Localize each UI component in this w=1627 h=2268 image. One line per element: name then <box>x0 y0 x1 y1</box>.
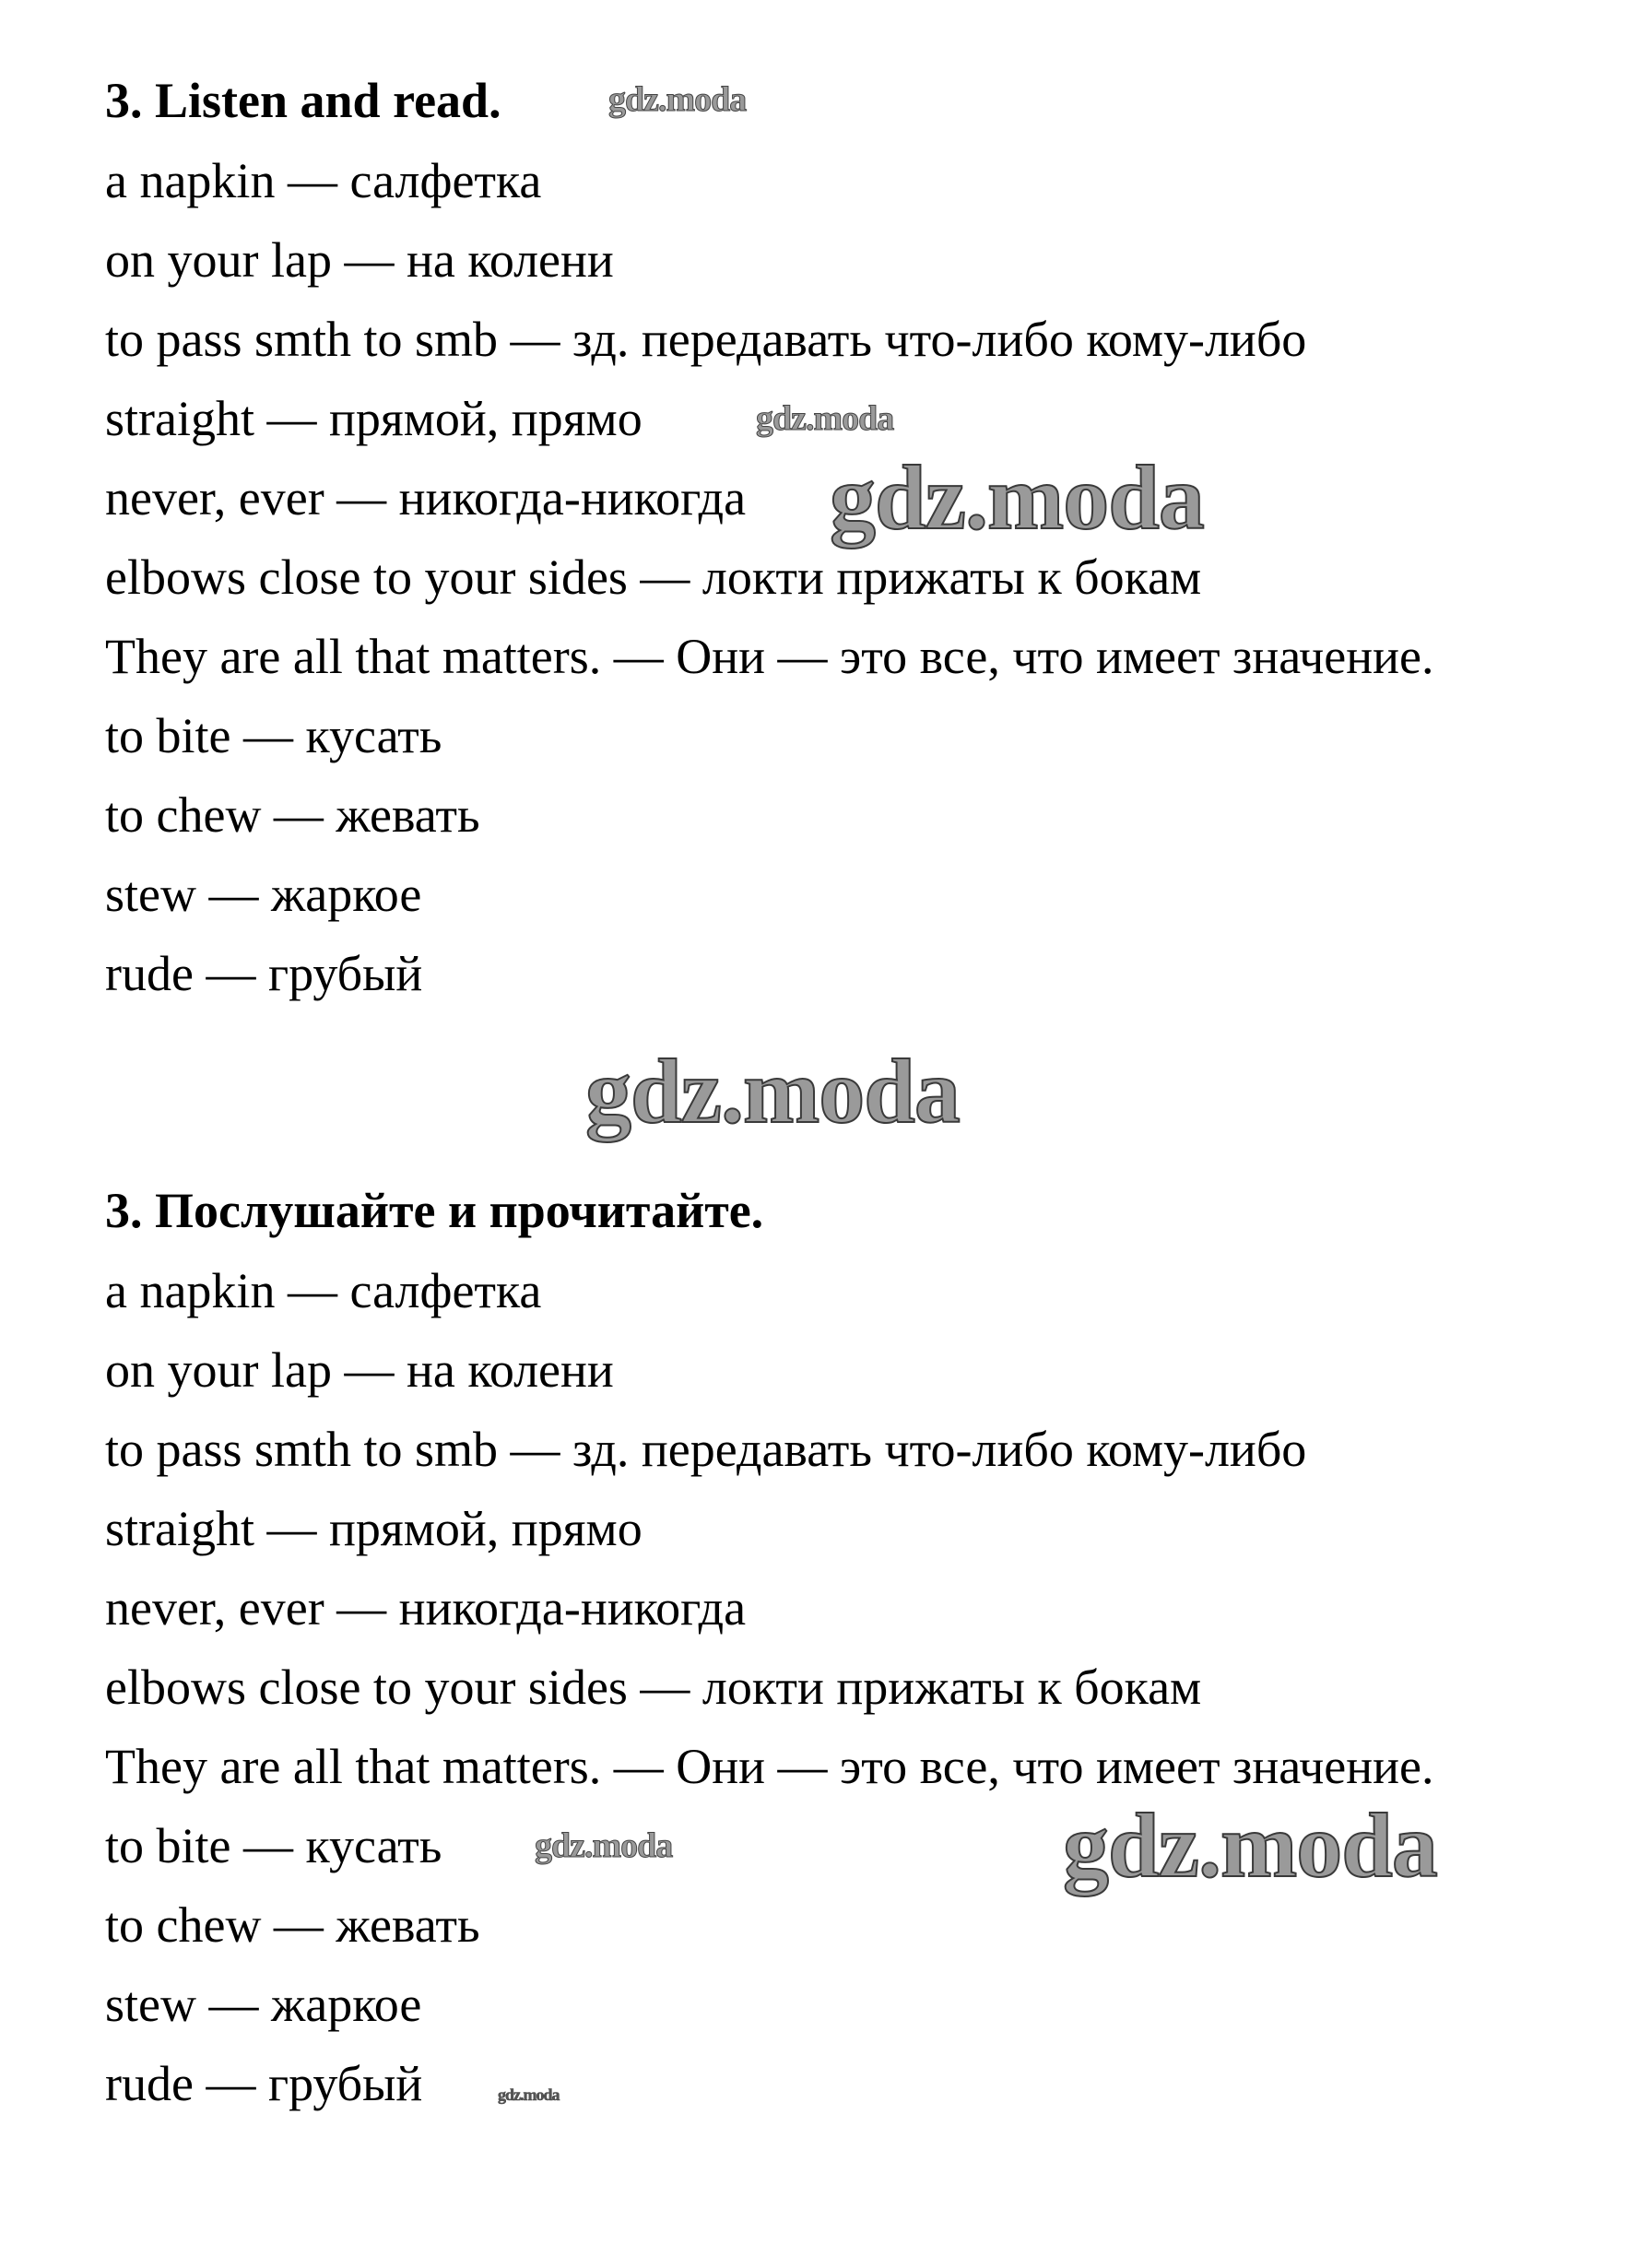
vocab-line: They are all that matters. — Они — это все, что имеет значение. <box>105 629 1434 684</box>
watermark: gdz.moda <box>1063 1794 1437 1896</box>
vocab-line: never, ever — никогда-никогда <box>105 470 747 526</box>
vocab-line: never, ever — никогда-никогда <box>105 1580 747 1636</box>
vocab-line: straight — прямой, прямо <box>105 1501 643 1556</box>
watermark: gdz.moda <box>608 80 747 119</box>
vocab-line: on your lap — на колени <box>105 232 614 288</box>
watermark: gdz.moda <box>830 446 1204 549</box>
vocab-line: straight — прямой, прямо <box>105 391 643 446</box>
vocab-line: rude — грубый <box>105 946 423 1001</box>
vocab-line: elbows close to your sides — локти прижаты к бокам <box>105 1660 1202 1715</box>
vocab-line: to chew — жевать <box>105 787 480 843</box>
watermark: gdz.moda <box>535 1826 673 1865</box>
vocab-line: on your lap — на колени <box>105 1342 614 1398</box>
vocab-line: stew — жаркое <box>105 1977 422 2032</box>
vocab-line: a napkin — салфетка <box>105 153 542 208</box>
watermark: gdz.moda <box>498 2085 560 2104</box>
vocab-line: elbows close to your sides — локти прижаты к бокам <box>105 549 1202 605</box>
section-english <box>105 61 1433 1013</box>
section-title: 3. Послушайте и прочитайте. <box>105 1183 764 1238</box>
vocab-line: They are all that matters. — Они — это все, что имеет значение. <box>105 1739 1434 1794</box>
vocab-line: stew — жаркое <box>105 867 422 922</box>
watermark: gdz.moda <box>585 1040 960 1142</box>
vocab-line: to pass smth to smb — зд. передавать что-либо кому-либо <box>105 1422 1307 1477</box>
vocab-line: to pass smth to smb — зд. передавать что-либо кому-либо <box>105 312 1307 367</box>
vocab-line: a napkin — салфетка <box>105 1263 542 1318</box>
section-russian <box>105 1171 1433 2123</box>
vocab-line: to chew — жевать <box>105 1897 480 1953</box>
vocab-line: to bite — кусать <box>105 708 442 763</box>
vocab-line: rude — грубый <box>105 2056 423 2111</box>
vocab-line: to bite — кусать <box>105 1818 442 1873</box>
section-title: 3. Listen and read. <box>105 73 501 128</box>
watermark: gdz.moda <box>756 399 894 438</box>
